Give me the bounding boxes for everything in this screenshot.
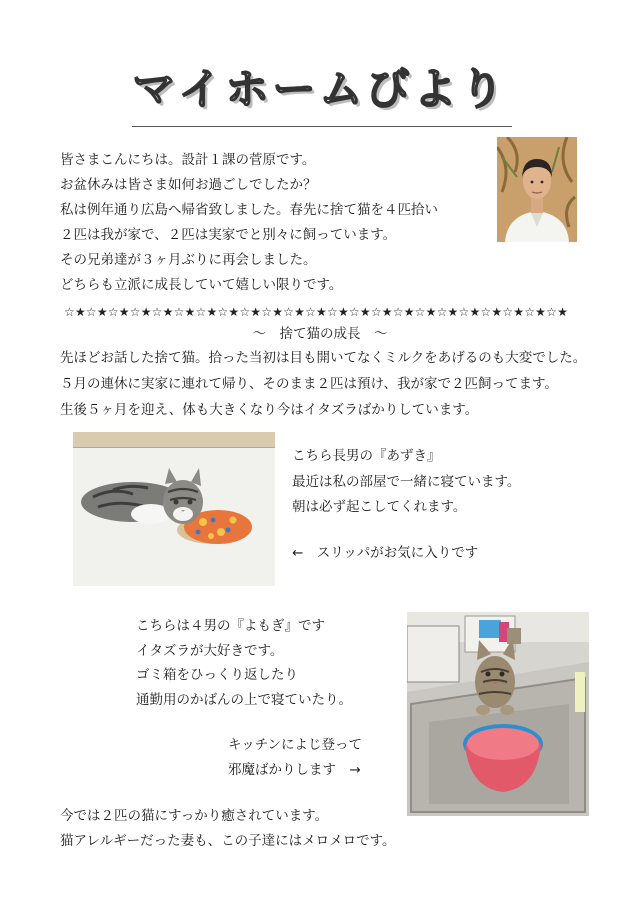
intro-line: どちらも立派に成長していて嬉しい限りです。 <box>60 277 343 293</box>
closing-line: 今では２匹の猫にすっかり癒されています。 <box>60 808 329 824</box>
title-underline <box>132 126 512 127</box>
cat-azuki-photo <box>73 432 275 586</box>
yomogi-line: 通勤用のかばんの上で寝ていたり。 <box>136 692 352 708</box>
azuki-line: こちら長男の『あずき』 <box>292 448 441 464</box>
intro-line: ２匹は我が家で、２匹は実家でと別々に飼っています。 <box>60 227 397 243</box>
azuki-line: 最近は私の部屋で一緒に寝ています。 <box>292 474 521 490</box>
intro-line: 皆さまこんにちは。設計１課の菅原です。 <box>60 152 316 168</box>
body-line: 先ほどお話した捨て猫。拾った当初は目も開いてなくミルクをあげるのも大変でした。 <box>60 350 587 366</box>
star-divider: ☆★☆★☆★☆★☆★☆★☆★☆★☆★☆★☆★☆★☆★☆★☆★☆★☆★☆★☆★☆★☆★☆★☆★ <box>64 305 569 319</box>
intro-line: お盆休みは皆さま如何お過ごしでしたか？ <box>60 177 317 193</box>
body-line: ５月の連休に実家に連れて帰り、そのまま２匹は預け、我が家で２匹飼ってます。 <box>60 376 558 392</box>
azuki-line: 朝は必ず起こしてくれます。 <box>292 499 467 515</box>
azuki-caption: ← スリッパがお気に入りです <box>292 545 479 561</box>
cat-yomogi-photo <box>407 612 589 816</box>
intro-line: その兄弟達が３ヶ月ぶりに再会しました。 <box>60 252 317 268</box>
yomogi-line: ゴミ箱をひっくり返したり <box>136 667 298 683</box>
yomogi-caption: キッチンによじ登って <box>228 737 363 753</box>
yomogi-line: イタズラが大好きです。 <box>136 643 284 659</box>
author-portrait-photo <box>497 137 577 242</box>
intro-line: 私は例年通り広島へ帰省致しました。春先に捨て猫を４匹拾い <box>60 202 438 218</box>
body-line: 生後５ヶ月を迎え、体も大きくなり今はイタズラばかりしています。 <box>60 402 479 418</box>
section-heading: ～ 捨て猫の成長 ～ <box>252 326 388 342</box>
closing-line: 猫アレルギーだった妻も、この子達にはメロメロです。 <box>60 833 396 849</box>
page-title: マイホームびより <box>132 65 508 115</box>
yomogi-caption: 邪魔ばかりします → <box>228 762 361 778</box>
yomogi-line: こちらは４男の『よもぎ』です <box>136 618 325 634</box>
